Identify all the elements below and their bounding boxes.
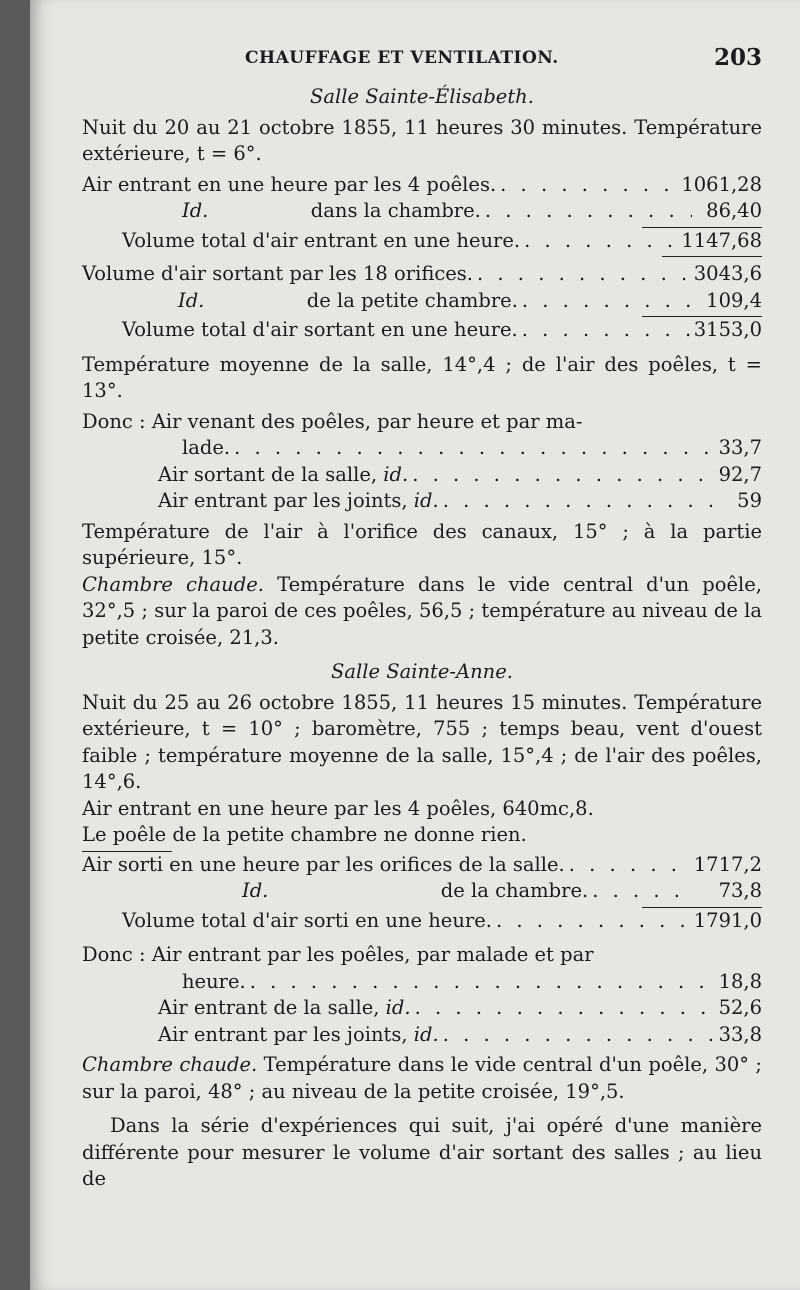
id-abbrev: Id. xyxy=(242,879,269,902)
chambre-text: Température dans le vide central d'un poêle, 30° ; sur la paroi, 48° ; au niveau de la petite croisée, 19°,5. xyxy=(82,1053,762,1103)
page-number: 203 xyxy=(713,44,762,71)
leader-dots xyxy=(588,878,692,905)
measure-value: 33,8 xyxy=(718,1022,762,1046)
leader-dots xyxy=(518,317,692,344)
measure-value: 33,7 xyxy=(718,436,762,459)
leader-dots xyxy=(411,995,712,1022)
leader-dots xyxy=(481,198,692,225)
leader-dots xyxy=(518,288,692,315)
measure-label: de la chambre. xyxy=(440,879,589,902)
measure-label: Air entrant en une heure par les 4 poêles. xyxy=(82,172,497,196)
measure-label: Air entrant de la salle, xyxy=(158,996,380,1019)
book-page xyxy=(30,0,800,1290)
measure-label: de la petite chambre. xyxy=(306,288,518,312)
paragraph-final: Dans la série d'expériences qui suit, j'ai opéré d'une manière différente pour mesurer le volume d'air sortant des salles ; au lieu de xyxy=(82,1114,762,1190)
leader-dots xyxy=(565,852,692,879)
measure-value: 59 xyxy=(737,489,762,512)
measure-row xyxy=(82,852,762,879)
section-title-elisabeth: Salle Sainte-Élisabeth. xyxy=(310,85,534,108)
leader-dots xyxy=(439,488,712,515)
paragraph-elisabeth-chambre xyxy=(82,572,762,652)
measure-value: 3153,0 xyxy=(693,318,762,341)
leader-dots xyxy=(492,908,692,935)
measure-row xyxy=(82,198,762,225)
running-title: CHAUFFAGE ET VENTILATION. xyxy=(245,48,559,68)
measure-value: 1061,28 xyxy=(681,172,762,196)
paragraph-anne-air-entrant: Air entrant en une heure par les 4 poêles, 640mc,8. xyxy=(82,796,594,820)
measure-label: Volume total d'air sorti en une heure. xyxy=(122,908,492,932)
measure-label: dans la chambre. xyxy=(310,199,481,222)
donc-line: Donc : Air venant des poêles, par heure et par ma- xyxy=(82,409,583,433)
paragraph-elisabeth-canaux: Température de l'air à l'orifice des canaux, 15° ; à la partie supérieure, 15°. xyxy=(82,519,762,569)
measure-row xyxy=(82,878,762,905)
measure-label: Volume total d'air entrant en une heure. xyxy=(122,228,521,252)
measure-label: Volume total d'air sortant en une heure. xyxy=(122,318,518,341)
measure-row xyxy=(82,488,762,515)
id-abbrev: Id. xyxy=(178,288,205,312)
measure-value: 109,4 xyxy=(706,288,762,312)
measure-row xyxy=(82,435,762,462)
chambre-text: Température dans le vide central d'un poêle, 32°,5 ; sur la paroi de ces poêles, 56,5 ; température au niveau de la petite croisée, 21,3. xyxy=(82,572,762,649)
measure-row-total xyxy=(82,317,762,344)
measure-value: 92,7 xyxy=(718,462,762,486)
measure-value: 1147,68 xyxy=(681,228,762,252)
measure-label: lade. xyxy=(182,436,231,459)
leader-dots xyxy=(496,172,681,199)
measure-value: 86,40 xyxy=(706,199,762,222)
measure-label: Air entrant par les joints, xyxy=(158,1022,408,1046)
leader-dots xyxy=(473,261,692,288)
measure-row xyxy=(82,288,762,315)
chambre-label: Chambre chaude. xyxy=(82,572,264,596)
id-abbrev: id. xyxy=(385,996,411,1019)
page-header xyxy=(30,44,770,74)
leader-dots xyxy=(408,462,712,489)
id-abbrev: id. xyxy=(383,462,409,486)
measure-row xyxy=(82,462,762,489)
measure-value: 18,8 xyxy=(718,969,762,993)
measure-row xyxy=(82,969,762,996)
page-body xyxy=(82,84,762,1193)
paragraph-anne-intro: Nuit du 25 au 26 octobre 1855, 11 heures 15 minutes. Température extérieure, t = 10° ; baromètre, 755 ; temps beau, vent d'ouest faible ; température moyenne de la salle, 15°,4 ; de l'air des poêles, 14°,6. xyxy=(82,690,762,793)
measure-row-total xyxy=(82,228,762,255)
id-abbrev: Id. xyxy=(182,199,209,222)
measure-row-total xyxy=(82,908,762,935)
chambre-label: Chambre chaude. xyxy=(82,1053,258,1076)
measure-label: Air sortant de la salle, xyxy=(158,462,378,486)
paragraph-anne-poele: Le poêle de la petite chambre ne donne rien. xyxy=(82,823,527,846)
id-abbrev: id. xyxy=(413,489,439,512)
measure-value: 3043,6 xyxy=(693,262,762,285)
donc-line: Donc : Air entrant par les poêles, par malade et par xyxy=(82,943,594,966)
section-title-anne: Salle Sainte-Anne. xyxy=(331,660,513,683)
measure-value: 1791,0 xyxy=(693,908,762,932)
measure-label: heure. xyxy=(182,969,246,993)
measure-row xyxy=(82,172,762,199)
measure-row xyxy=(82,261,762,288)
measure-value: 1717,2 xyxy=(693,852,762,876)
leader-dots xyxy=(520,228,681,255)
measure-row xyxy=(82,995,762,1022)
leader-dots xyxy=(230,435,712,462)
measure-label: Volume d'air sortant par les 18 orifices. xyxy=(82,262,473,285)
paragraph-anne-chambre xyxy=(82,1052,762,1105)
paragraph-elisabeth-intro: Nuit du 20 au 21 octobre 1855, 11 heures 30 minutes. Température extérieure, t = 6°. xyxy=(82,115,762,165)
measure-label: Air sorti en une heure par les orifices de la salle. xyxy=(82,852,565,876)
measure-label: Air entrant par les joints, xyxy=(158,489,408,512)
measure-row xyxy=(82,1022,762,1049)
id-abbrev: id. xyxy=(413,1022,439,1046)
leader-dots xyxy=(439,1022,712,1049)
paragraph-elisabeth-temperature: Température moyenne de la salle, 14°,4 ; de l'air des poêles, t = 13°. xyxy=(82,352,762,402)
leader-dots xyxy=(246,969,712,996)
measure-value: 52,6 xyxy=(718,996,762,1019)
measure-value: 73,8 xyxy=(718,879,762,902)
